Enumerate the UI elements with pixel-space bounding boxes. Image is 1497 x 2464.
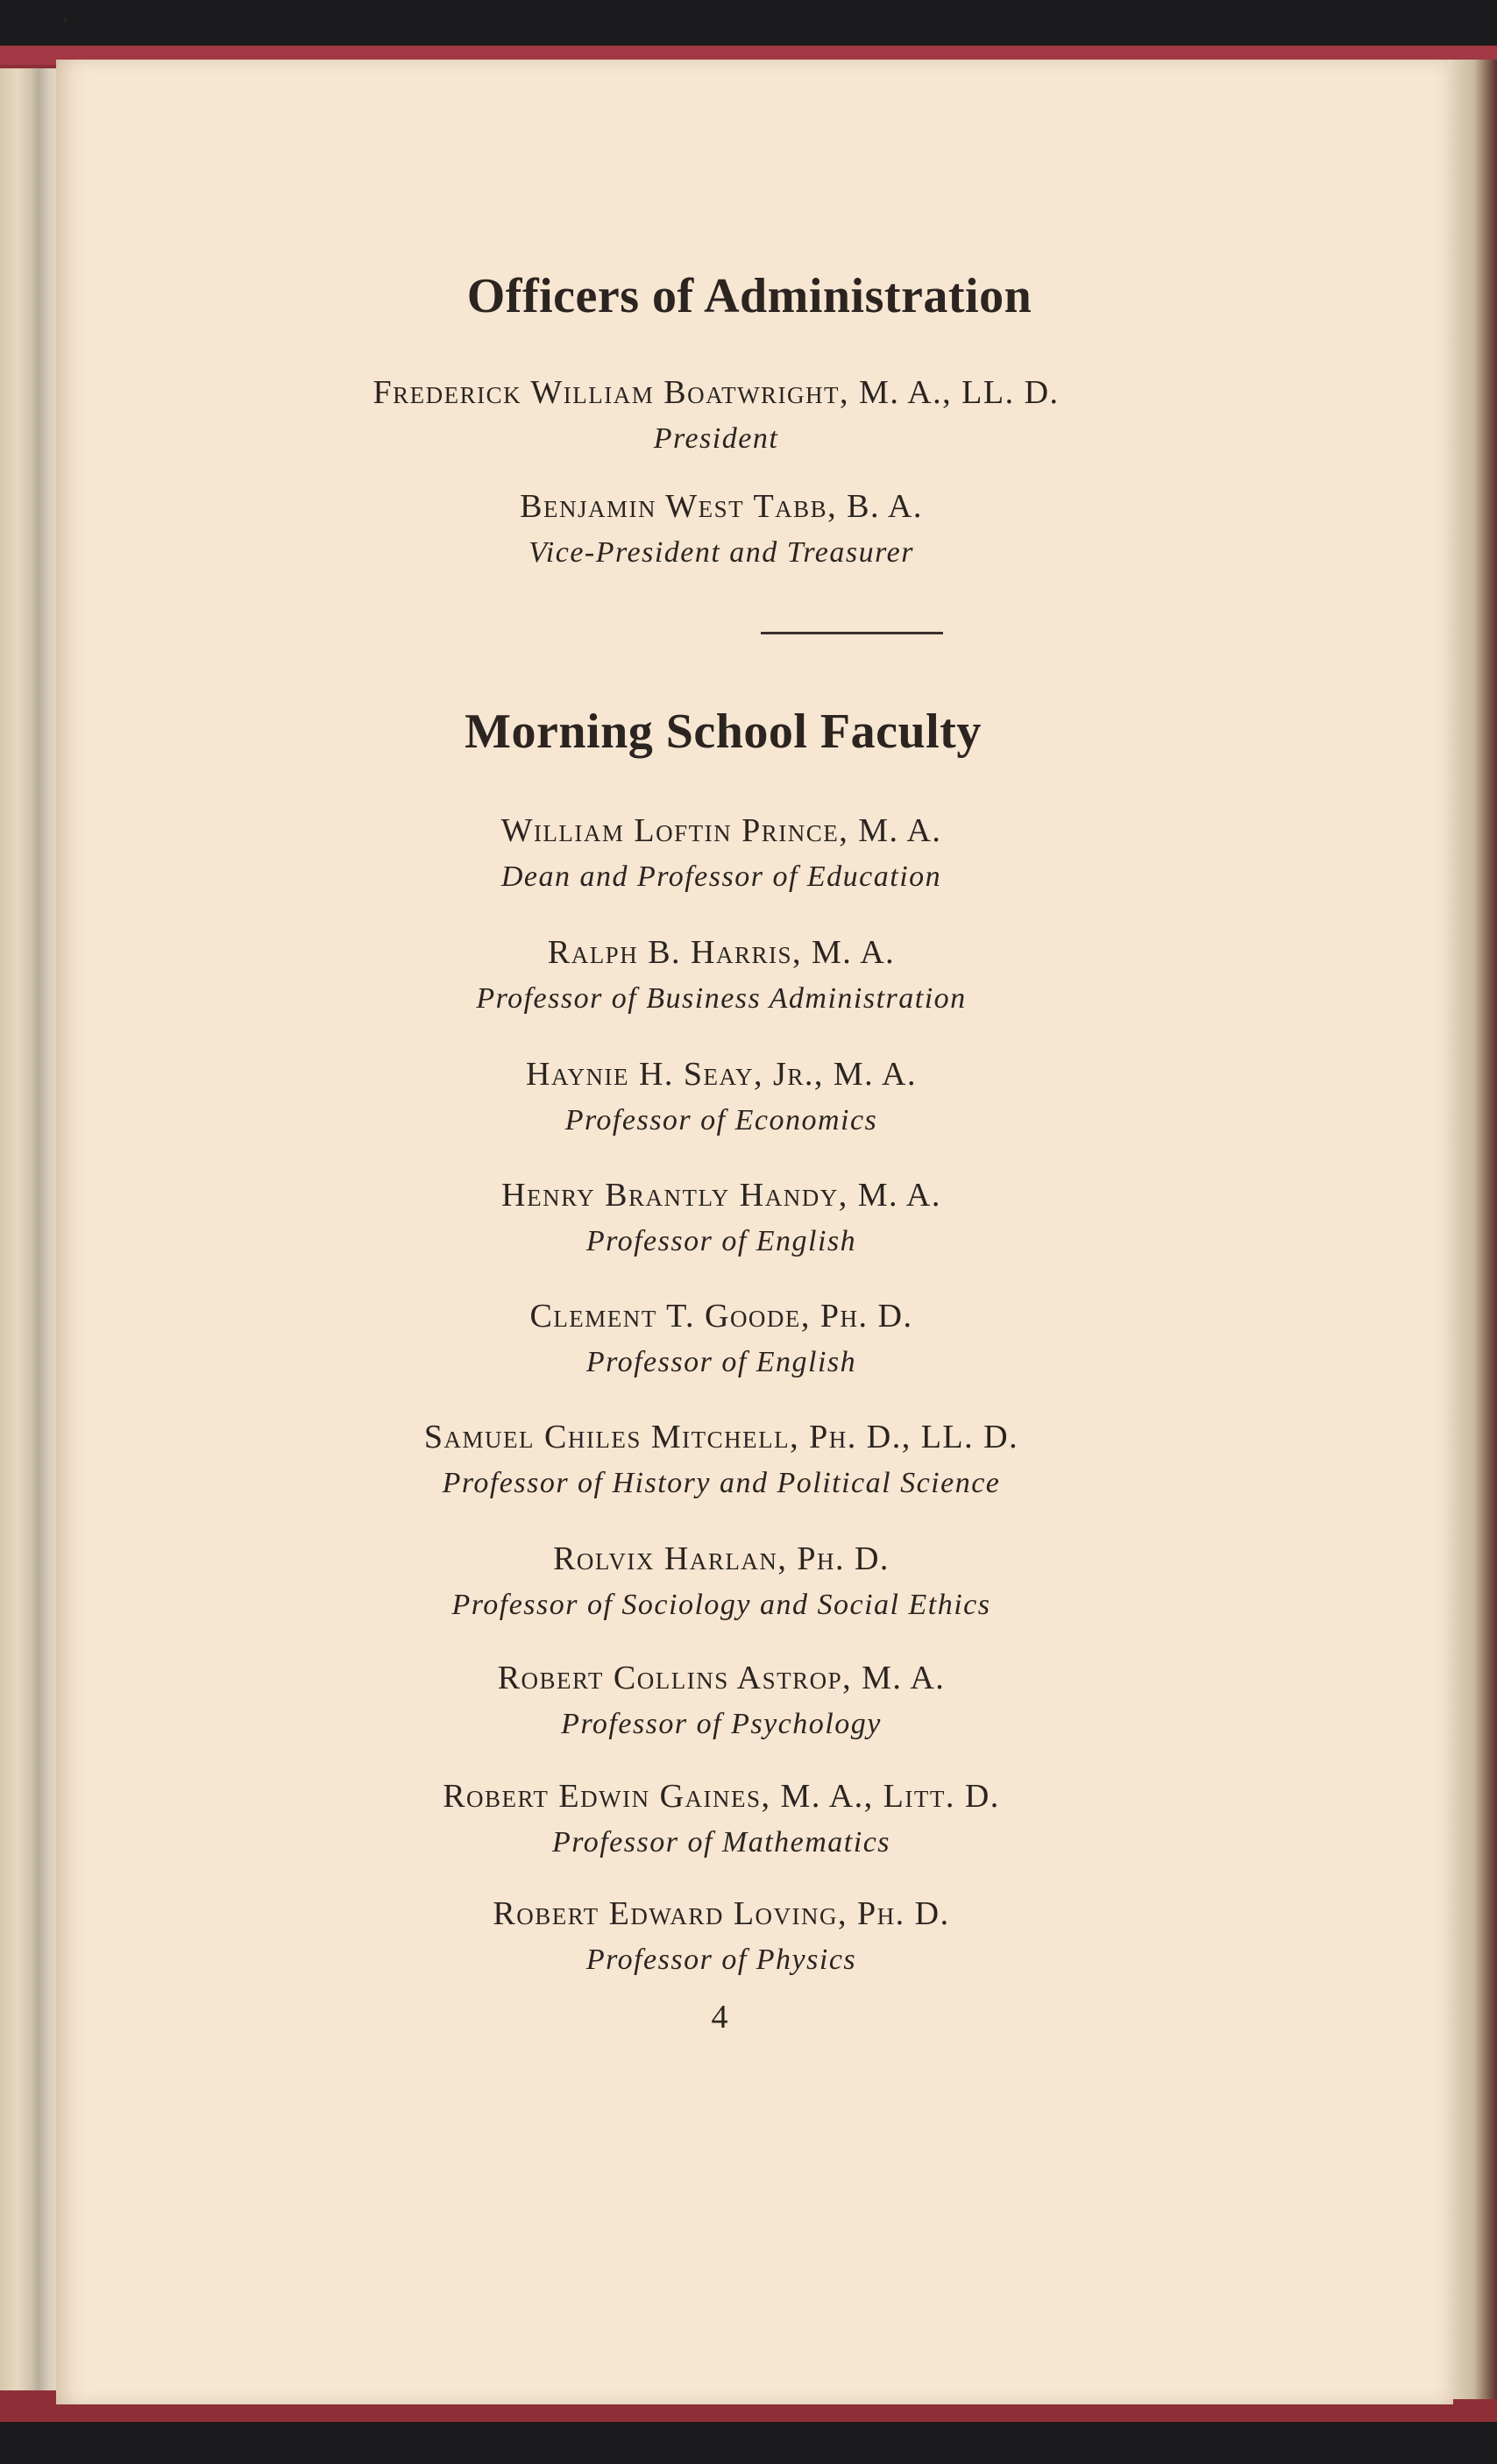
officer-name: Benjamin West Tabb, B. A. (520, 488, 923, 525)
page-number: 4 (711, 1999, 728, 2036)
section-divider (761, 632, 943, 634)
faculty-title: Professor of History and Political Science (442, 1467, 1001, 1499)
officer-entry (23, 482, 1420, 575)
faculty-title: Dean and Professor of Education (500, 860, 942, 893)
administration-heading: Officers of Administration (466, 269, 1032, 323)
faculty-title: Professor of Physics (585, 1944, 857, 1976)
faculty-name: Haynie H. Seay, Jr., M. A. (526, 1056, 917, 1093)
page-right-edge (1448, 60, 1497, 2399)
faculty-entry (23, 928, 1420, 1021)
faculty-name: Robert Edwin Gaines, M. A., Litt. D. (443, 1778, 1000, 1815)
faculty-title: Professor of Business Administration (476, 982, 967, 1015)
faculty-name: William Loftin Prince, M. A. (500, 812, 942, 849)
faculty-name: Robert Collins Astrop, M. A. (497, 1660, 946, 1696)
faculty-title: Professor of Psychology (561, 1708, 882, 1740)
faculty-title: Professor of Sociology and Social Ethics (451, 1589, 991, 1621)
faculty-name: Henry Brantly Handy, M. A. (501, 1177, 941, 1214)
faculty-entry (23, 1050, 1420, 1143)
officer-name: Frederick William Boatwright, M. A., LL. D. (372, 374, 1060, 411)
faculty-entry (23, 1171, 1420, 1264)
officer-title: President (653, 422, 779, 455)
faculty-entry (23, 1772, 1420, 1865)
faculty-entry (23, 1292, 1420, 1384)
faculty-name: Robert Edward Loving, Ph. D. (493, 1895, 950, 1932)
faculty-name: Clement T. Goode, Ph. D. (529, 1298, 913, 1335)
faculty-entry (23, 1534, 1420, 1627)
faculty-entry (23, 1653, 1420, 1746)
faculty-name: Ralph B. Harris, M. A. (547, 934, 896, 971)
faculty-title: Professor of Mathematics (551, 1826, 891, 1859)
faculty-entry (23, 1889, 1420, 1982)
faculty-title: Professor of Economics (564, 1104, 878, 1136)
faculty-name: Samuel Chiles Mitchell, Ph. D., LL. D. (423, 1419, 1019, 1455)
faculty-title: Professor of English (585, 1225, 857, 1257)
faculty-title: Professor of English (585, 1346, 857, 1378)
officer-title: Vice-President and Treasurer (529, 536, 914, 569)
faculty-entry (23, 806, 1420, 899)
page-content (56, 0, 1453, 2464)
officer-entry (18, 368, 1415, 461)
faculty-heading: Morning School Faculty (465, 705, 982, 759)
faculty-name: Rolvix Harlan, Ph. D. (553, 1540, 890, 1577)
faculty-entry (23, 1413, 1420, 1505)
